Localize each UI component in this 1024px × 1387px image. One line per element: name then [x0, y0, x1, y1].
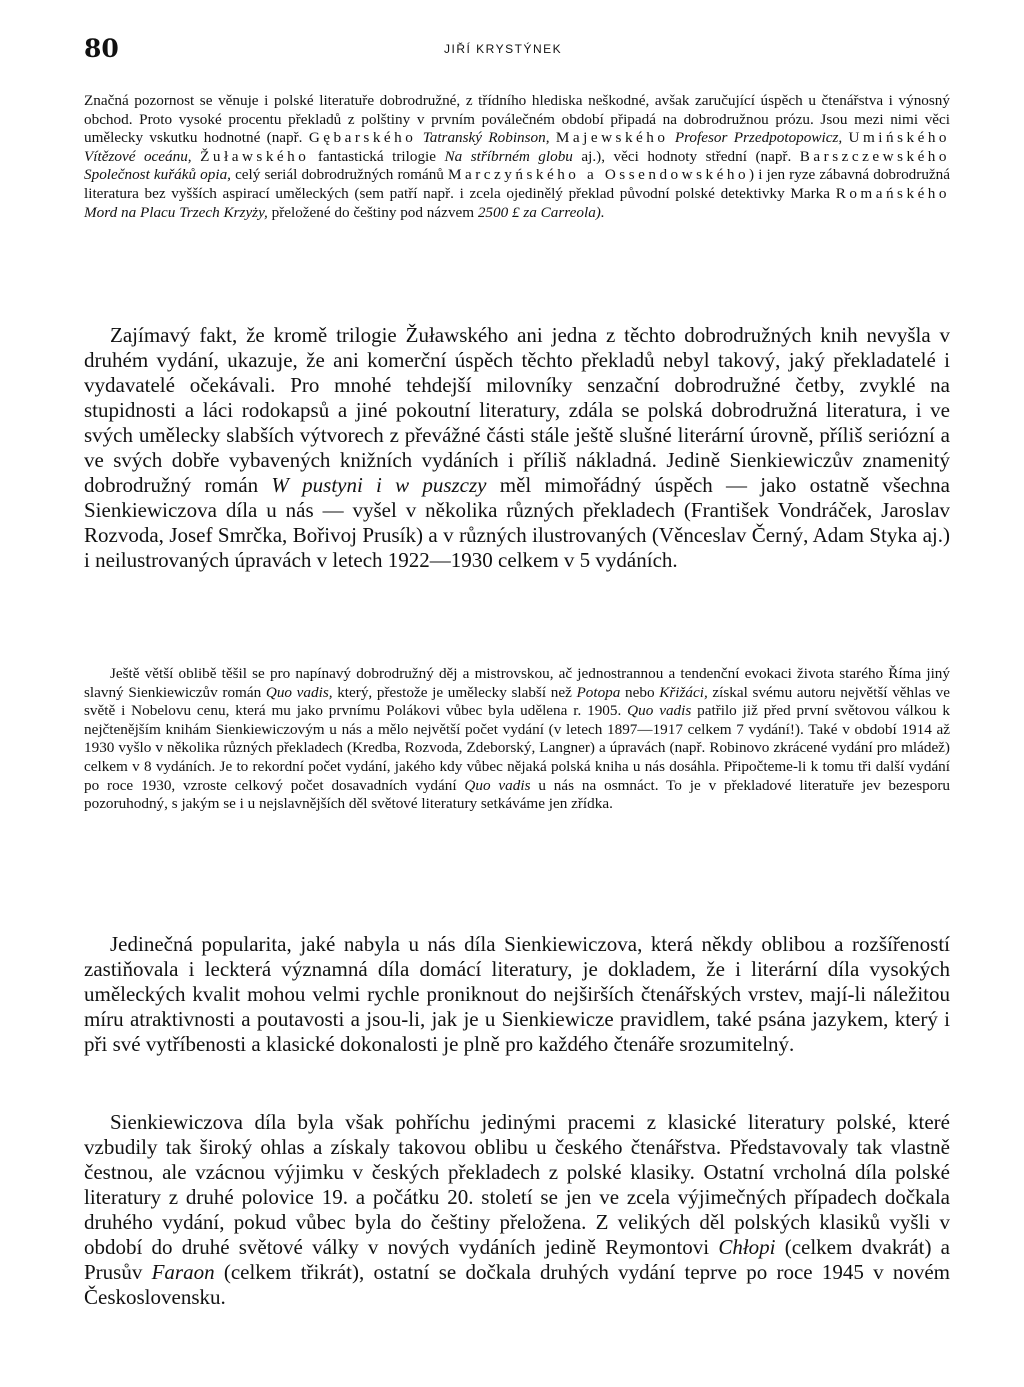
book-title-potopa: Potopa	[576, 683, 621, 701]
book-title-vitezove-oceanu: Vítězové oceánu,	[84, 147, 192, 165]
author-name-gebarski: Gębarského	[308, 129, 417, 147]
paragraph-polish-adventure-literature: Značná pozornost se věnuje i polské literatuře dobrodružné, z třídního hlediska neškodné, avšak zaručující úspěch u čtenářstva i výnosný obchod. Proto vysoké procentu překladů z polštiny v prvním poválečném období připadá na dobrodružnou prózu. Jsou mezi nimi věci umělecky vskutku hodnotné (např. Gębarského Tatranský Robinson, Majewského Profesor Przedpotopowicz, Umińského Vítězové oceánu, Žuławského fantastická trilogie Na stříbrném globu aj.), věci hodnoty střední (např. Barszczewského Společnost kuřáků opia, celý seriál dobrodružných románů Marczyńského a Ossendowského) i jen ryze zábavná dobrodružná literatura bez vyšších aspirací uměleckých (sem patří např. i zcela ojedinělý překlad původní polské detektivky Marka Romańského Mord na Placu Trzech Krzyży, přeložené do češtiny pod názvem 2500 £ za Carreola).	[84, 92, 951, 221]
book-title-mord-na-placu: Mord na Placu Trzech Krzyży,	[84, 203, 268, 221]
text-run: měl mimořádný úspěch — jako ostatně všechna Sienkiewiczova díla u nás — vyšel v několika různých překladech (František Vondráček, Jaroslav Rozvoda, Josef Smrčka, Bořivoj Prusík) a v různých ilustrovaných (Věnceslav Černý, Adam Styka aj.) i neilustrovaných úpravách v letech 1922—1930 celkem v 5 vydáních.	[84, 473, 950, 572]
book-title-tatransky-robinson: Tatranský Robinson,	[422, 129, 550, 147]
page-number: 80	[84, 34, 119, 63]
text-run: Sienkiewiczova díla byla však pohříchu jedinými pracemi z klasické literatury polské, které vzbudily tak široký ohlas a získaly takovou oblibu u českého čtenářstva. Představovaly tak vlastně čestnou, ale vzácnou výjimku v českých překladech z polské klasiky. Ostatní vrcholná díla polské literatury z druhé polovice 19. a počátku 20. století se jen ve zcela výjimečných případech dočkala druhého vydání, pokud vůbec byla do češtiny přeložena. Z velikých děl polských klasiků vyšli v období do druhé světové války v nových vydáních jedině Reymontovi	[84, 1110, 950, 1259]
author-name-zulawski: Žuławského	[200, 147, 310, 165]
author-name-majewski: Majewského	[555, 129, 669, 147]
book-title-2500-za-carreola: 2500 £ za Carreola).	[477, 203, 605, 221]
author-name-uminski: Umińského	[848, 129, 951, 147]
paragraph-interesting-fact	[84, 323, 950, 573]
author-names-marczynski-ossendowski: Marczyńského a Ossendowského	[447, 166, 750, 184]
book-title-quo-vadis: Quo vadis	[464, 776, 531, 794]
paragraph-sienkiewicz-works: Sienkiewiczova díla byla však pohříchu jedinými pracemi z klasické literatury polské, které vzbudily tak široký ohlas a získaly takovou oblibu u českého čtenářstva. Představovaly tak vlastně čestnou, ale vzácnou výjimku v českých překladech z polské klasiky. Ostatní vrcholná díla polské literatury z druhé polovice 19. a počátku 20. století se jen ve zcela výjimečných případech dočkala druhého vydání, pokud vůbec byla do češtiny přeložena. Z velikých děl polských klasiků vyšli v období do druhé světové války v nových vydáních jedině Reymontovi Chłopi (celkem dvakrát) a Prusův Faraon (celkem třikrát), ostatní se dočkala druhých vydání teprve po roce 1945 v novém Československu.	[84, 1110, 951, 1309]
book-title-krizaci: Křižáci,	[659, 683, 708, 701]
book-title-quo-vadis: Quo vadis	[627, 702, 692, 720]
book-title-chlopi: Chłopi	[718, 1235, 776, 1259]
book-title-quo-vadis: Quo vadis,	[265, 683, 333, 701]
text-run: Zajímavý fakt, že kromě trilogie Žuławského ani jedna z těchto dobrodružných knih nevyšla v druhém vydání, ukazuje, že ani komerční úspěch těchto překladů nebyl takový, jaký překladatelé i vydavatelé očekávali. Pro mnohé tehdejší milovníky senzační dobrodružné četby, zvyklé na stupidnosti a láci rodokapsů a jiné pokoutní literatury, zdála se polská dobrodružná literatura, i ve svých umělecky slabších výtvorech z převážné části stále ještě slušné literární úrovně, příliš seriózní a ve svých dobře vybavených knižních vydáních i příliš nákladná. Jedině Sienkiewiczův znamenitý dobrodružný román	[84, 323, 950, 497]
author-name-romanski: Romańského	[835, 184, 950, 202]
paragraph-quo-vadis: Ještě větší oblibě těšil se pro napínavý dobrodružný děj a mistrovskou, ač jednostrannou a tendenční evokaci života starého Říma jiný slavný Sienkiewiczův román Quo vadis, který, přestože je umělecky slabší než Potopa nebo Křižáci, získal svému autoru největší věhlas ve světě i Nobelovu cenu, která mu jako prvnímu Polákovi vůbec byla udělena r. 1905. Quo vadis patřilo již před první světovou válkou k nejčtenějším knihám Sienkiewiczovým u nás a mělo největší počet vydání (v letech 1897—1917 celkem 7 vydání!). Také v období 1914 až 1930 vyšlo v několika různých překladech (Kredba, Rozvoda, Zdeborský, Langner) a úpravách (např. Robinovo zkrácené vydání pro mládež) celkem v 8 vydáních. Je to rekordní počet vydání, jakého kdy vůbec nějaká polská kniha u nás dosáhla. Připočteme-li k tomu tři další vydání po roce 1930, vzroste celkový počet dosavadních vydání Quo vadis u nás na osmnáct. To je v překladové literatuře jev bezesporu pozoruhodný, s jakým se i u nejslavnějších děl světové literatury setkáváme jen zřídka.	[84, 665, 950, 813]
text-run: Ještě větší oblibě těšil se pro napínavý dobrodružný děj a mistrovskou, ač jednostrannou a tendenční evokaci života starého Říma jiný slavný Sienkiewiczův román	[84, 665, 950, 701]
page-header	[84, 34, 948, 64]
book-title-spolecnost-kuraku-opia: Společnost kuřáků opia,	[84, 166, 231, 184]
running-head: JIŘÍ KRYSTÝNEK	[444, 42, 563, 56]
book-title-profesor: Profesor Przedpotopowicz,	[674, 129, 843, 147]
paragraph-unique-popularity	[84, 932, 950, 1057]
book-title-faraon: Faraon	[151, 1260, 215, 1284]
author-name-barszczewski: Barszczewského	[799, 147, 950, 165]
text-run: Značná pozornost se věnuje i polské literatuře dobrodružné, z třídního hlediska neškodné, avšak zaručující úspěch u čtenářstva i výnosný obchod. Proto vysoké procentu překladů z polštiny v prvním poválečném období připadá na dobrodružnou prózu. Jsou mezi nimi věci umělecky vskutku hodnotné (např.	[84, 92, 950, 147]
book-title-na-stribrnem-globu: Na stříbrném globu	[444, 147, 573, 165]
book-title-w-pustyni-i-w-puszczy: W pustyni i w puszczy	[271, 473, 487, 497]
text-run: Jedinečná popularita, jaké nabyla u nás díla Sienkiewiczova, která někdy oblibou a rozšířeností zastiňovala i leckterá významná díla domácí literatury, je dokladem, že i literární díla vysokých uměleckých kvalit mohou velmi rychle proniknout do nejširších čtenářských vrstev, mají-li náležitou míru atraktivnosti a poutavosti a jsou-li, jak je u Sienkiewicze pravidlem, také psána jazykem, který i při své vytříbenosti a klasické dokonalosti je plně pro každého čtenáře srozumitelný.	[84, 932, 950, 1056]
